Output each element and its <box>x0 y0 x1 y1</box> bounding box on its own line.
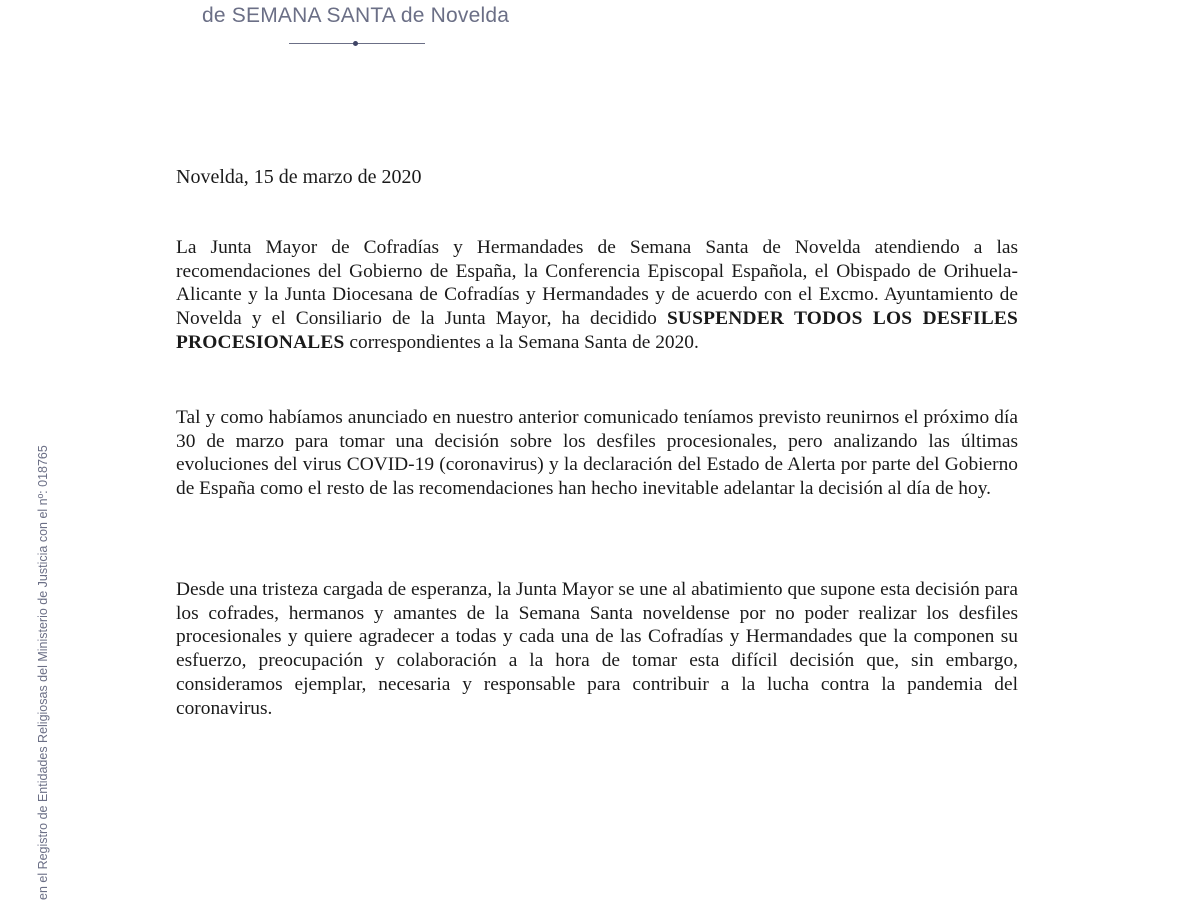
paragraph-reasoning: Tal y como habíamos anunciado en nuestro anterior comunicado teníamos previsto reunirnos el próximo día 30 de marzo para tomar una decisión sobre los desfiles procesionales, pero analizando las últimas evoluciones del virus COVID-19 (coronavirus) y la declaración del Estado de Alerta por parte del Gobierno de España como el resto de las recomendaciones han hecho inevitable adelantar la decisión al día de hoy. <box>176 407 1018 500</box>
registry-legal-notice: en el Registro de Entidades Religiosas del Ministerio de Justicia con el nº: 018765 <box>36 445 50 900</box>
letterhead-divider-dot <box>353 41 358 46</box>
paragraph-announcement <box>176 236 1018 355</box>
letterhead-title: de SEMANA SANTA de Novelda <box>202 4 510 27</box>
paragraph-1-text-after: correspondientes a la Semana Santa de 2020. <box>344 331 699 353</box>
paragraph-gratitude: Desde una tristeza cargada de esperanza, la Junta Mayor se une al abatimiento que supone esta decisión para los cofrades, hermanos y amantes de la Semana Santa noveldense por no poder realizar los desfiles procesionales y quiere agradecer a todas y cada una de las Cofradías y Hermandades que la componen su esfuerzo, preocupación y colaboración a la hora de tomar esta difícil decisión que, sin embargo, consideramos ejemplar, necesaria y responsable para contribuir a la lucha contra la pandemia del coronavirus. <box>176 579 1018 719</box>
paragraph-1-text-before: La Junta Mayor de Cofradías y Hermandades de Semana Santa de Novelda atendiendo a las recomendaciones del Gobierno de España, la Conferencia Episcopal Española, el Obispado de Orihuela-Alicante y la Junta Diocesana de Cofradías y Hermandades y de acuerdo con el Excmo. Ayuntamiento de Novelda y el Consiliario de la Junta Mayor, ha decidido <box>176 237 1018 330</box>
letter-date: Novelda, 15 de marzo de 2020 <box>176 166 422 188</box>
suspension-highlight: SUSPENDER TODOS LOS DESFILES PROCESIONALES <box>176 308 1018 353</box>
